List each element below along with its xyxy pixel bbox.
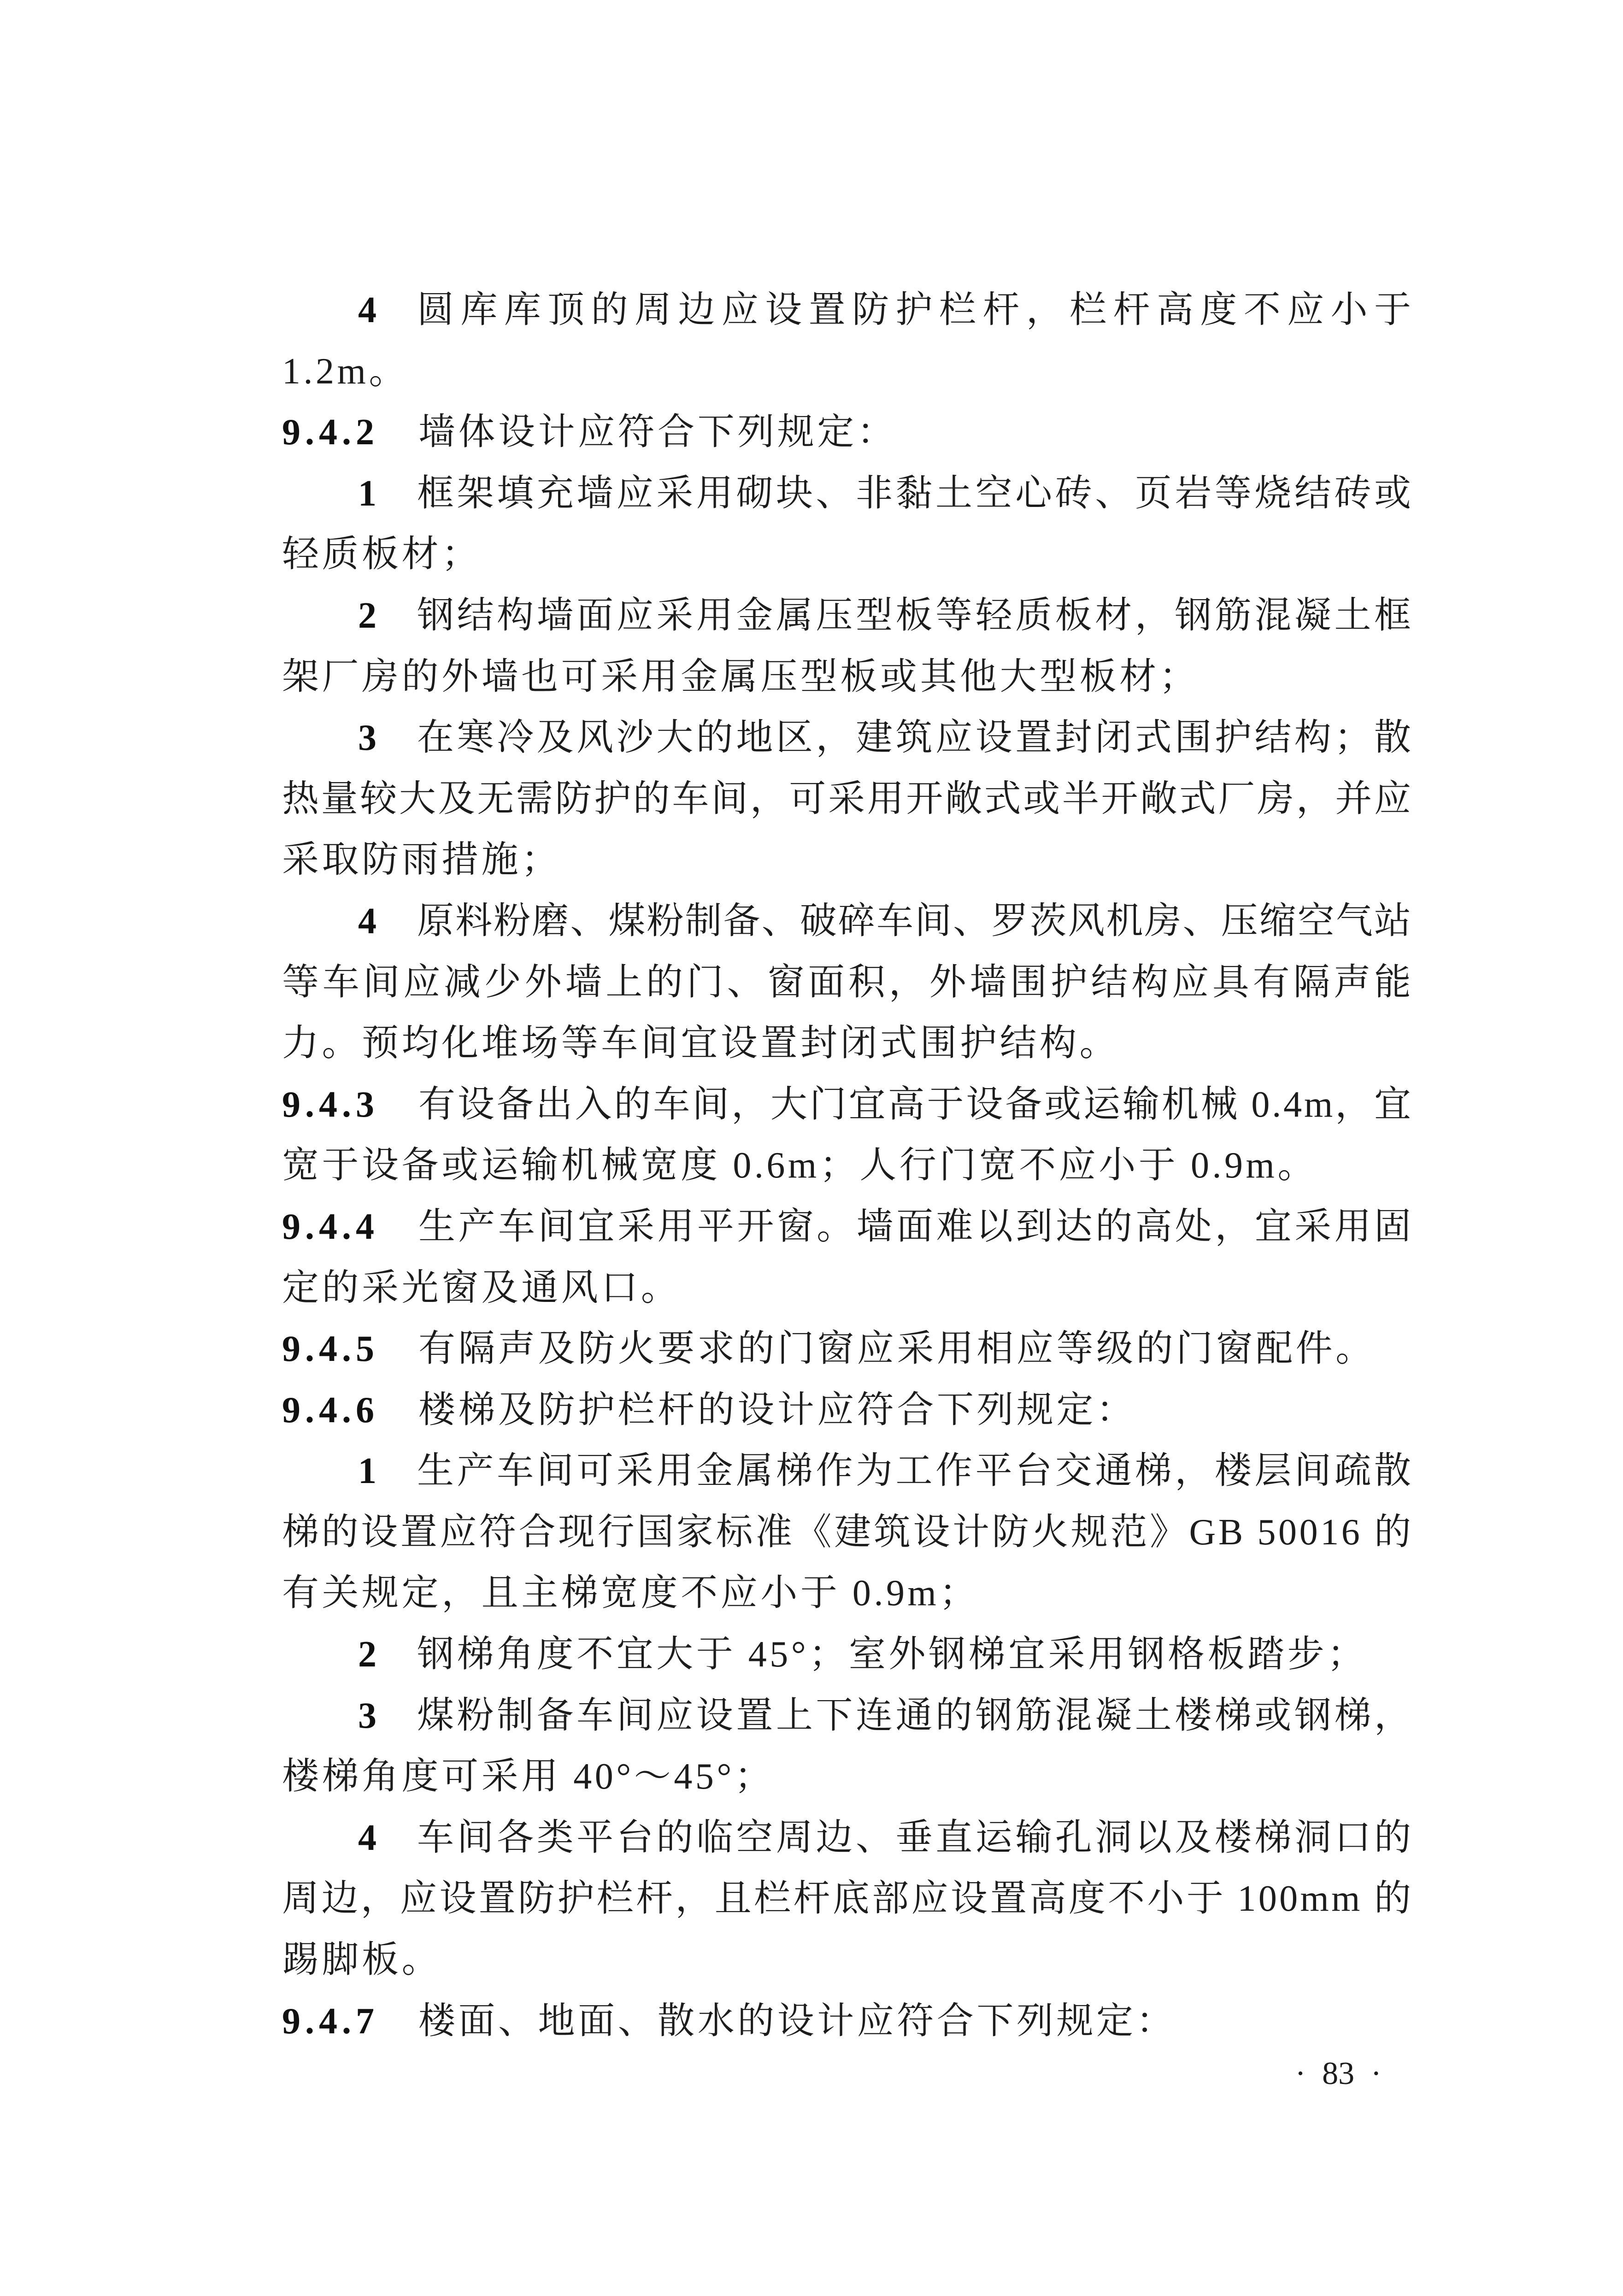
clause-number: 9.4.3 (282, 1084, 379, 1125)
line-text: 有设备出入的车间，大门宜高于设备或运输机械 0.4m，宜 (418, 1084, 1413, 1125)
text-line (282, 1807, 1414, 1869)
text-line (282, 769, 1411, 830)
text-line (282, 1258, 1411, 1319)
page-number: · 83 · (1295, 2056, 1382, 2091)
text-line (282, 952, 1415, 1013)
line-text: 轻质板材； (282, 534, 482, 575)
item-number: 4 (358, 901, 376, 942)
text-line (282, 1868, 1414, 1930)
line-text: 有关规定，且主梯宽度不应小于 0.9m； (282, 1573, 979, 1614)
text-line (282, 1135, 1411, 1196)
line-text: 1.2m。 (282, 351, 409, 392)
line-text: 框架填充墙应采用砌块、非黏土空心砖、页岩等烧结砖或 (417, 473, 1414, 514)
line-text: 宽于设备或运输机械宽度 0.6m；人行门宽不应小于 0.9m。 (282, 1145, 1317, 1186)
clause-number: 9.4.5 (282, 1329, 379, 1370)
clause-number: 9.4.4 (282, 1206, 379, 1247)
item-number: 2 (358, 1634, 376, 1675)
text-line (282, 891, 1411, 952)
text-line (282, 1930, 1411, 1991)
text-line (282, 1319, 1411, 1380)
item-number: 2 (358, 595, 376, 636)
line-text: 在寒冷及风沙大的地区，建筑应设置封闭式围护结构；散 (417, 718, 1414, 759)
text-line (282, 830, 1411, 891)
text-line (282, 463, 1414, 524)
line-text: 钢结构墙面应采用金属压型板等轻质板材，钢筋混凝土框 (417, 595, 1414, 636)
text-line (282, 1441, 1414, 1502)
line-text: 楼梯及防护栏杆的设计应符合下列规定： (418, 1389, 1136, 1431)
text-line (282, 1624, 1411, 1685)
clause-number: 9.4.6 (282, 1389, 379, 1431)
item-number: 4 (358, 1817, 376, 1858)
text-line (282, 280, 1418, 341)
line-text: 定的采光窗及通风口。 (282, 1267, 681, 1308)
text-line (282, 1563, 1411, 1624)
line-text: 有隔声及防火要求的门窗应采用相应等级的门窗配件。 (418, 1329, 1376, 1370)
line-text: 周边，应设置防护栏杆，且栏杆底部应设置高度不小于 100mm 的 (282, 1878, 1414, 1919)
line-text: 圆库库顶的周边应设置防护栏杆，栏杆高度不应小于 (417, 290, 1418, 330)
line-text: 钢梯角度不宜大于 45°；室外钢梯宜采用钢格板踏步； (417, 1634, 1367, 1675)
line-text: 热量较大及无需防护的车间，可采用开敞式或半开敞式厂房，并应 (282, 778, 1413, 819)
text-line (282, 1502, 1414, 1563)
clause-number: 9.4.7 (282, 2001, 379, 2042)
text-line (282, 1074, 1411, 1136)
text-line (282, 647, 1411, 708)
text-line (282, 524, 1411, 585)
item-number: 1 (358, 473, 376, 514)
text-line (282, 1196, 1414, 1258)
line-text: 采取防雨措施； (282, 840, 561, 881)
text-line (282, 341, 1411, 402)
line-text: 车间各类平台的临空周边、垂直运输孔洞以及楼梯洞口的 (417, 1817, 1414, 1858)
text-line (282, 1685, 1414, 1747)
document-body (282, 280, 1418, 2052)
text-line (282, 707, 1414, 769)
line-text: 力。预均化堆场等车间宜设置封闭式围护结构。 (282, 1023, 1120, 1064)
line-text: 生产车间可采用金属梯作为工作平台交通梯，楼层间疏散 (417, 1451, 1414, 1492)
line-text: 踢脚板。 (282, 1940, 442, 1981)
line-text: 楼面、地面、散水的设计应符合下列规定： (418, 2001, 1176, 2042)
item-number: 3 (358, 1695, 376, 1736)
item-number: 1 (358, 1451, 376, 1492)
text-line (282, 585, 1414, 647)
line-text: 墙体设计应符合下列规定： (418, 412, 897, 453)
line-text: 楼梯角度可采用 40°～45°； (282, 1756, 775, 1797)
text-line (282, 1013, 1411, 1074)
line-text: 架厂房的外墙也可采用金属压型板或其他大型板材； (282, 656, 1200, 697)
clause-number: 9.4.2 (282, 412, 379, 453)
item-number: 4 (358, 290, 376, 330)
text-line (282, 1991, 1411, 2052)
text-line (282, 1380, 1411, 1441)
item-number: 3 (358, 718, 376, 759)
line-text: 梯的设置应符合现行国家标准《建筑设计防火规范》GB 50016 的 (282, 1512, 1414, 1553)
text-line (282, 1746, 1411, 1807)
line-text: 生产车间宜采用平开窗。墙面难以到达的高处，宜采用固 (418, 1206, 1414, 1247)
line-text: 等车间应减少外墙上的门、窗面积，外墙围护结构应具有隔声能 (282, 962, 1415, 1003)
line-text: 原料粉磨、煤粉制备、破碎车间、罗茨风机房、压缩空气站 (417, 901, 1413, 942)
line-text: 煤粉制备车间应设置上下连通的钢筋混凝土楼梯或钢梯， (417, 1695, 1414, 1736)
text-line (282, 402, 1411, 463)
